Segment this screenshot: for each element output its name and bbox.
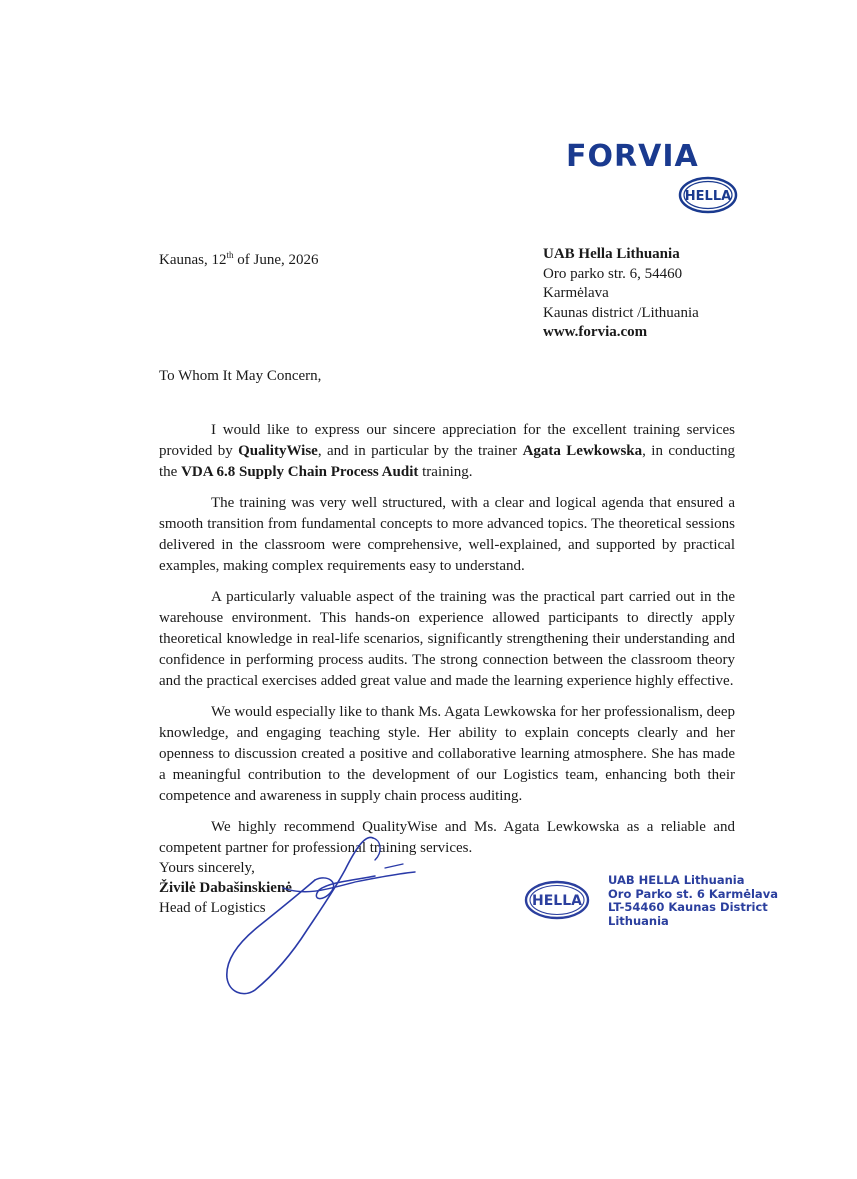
paragraph-5: We highly recommend QualityWise and Ms. Agata Lewkowska as a reliable and competent partner for professional training services. xyxy=(159,819,735,856)
stamp-line-2: Oro Parko st. 6 Karmėlava xyxy=(608,886,778,901)
stamp-line-3: LT-54460 Kaunas District xyxy=(608,900,768,914)
stamp-line-4: Lithuania xyxy=(608,913,669,928)
signatory-name: Živilė Dabašinskienė xyxy=(159,880,292,896)
letter-body xyxy=(159,420,735,869)
hella-logo-text: HELLA xyxy=(684,189,732,204)
company-stamp xyxy=(608,874,778,928)
company-name: UAB Hella Lithuania xyxy=(543,246,680,262)
paragraph-2: The training was very well structured, with a clear and logical agenda that ensured a smooth transition from fundamental concepts to more advanced topics. The theoretical sessions delivered in the classroom were comprehensive, well-explained, and supported by practical examples, making complex requirements easy to understand. xyxy=(159,495,735,574)
paragraph-4: We would especially like to thank Ms. Agata Lewkowska for her professionalism, deep knowledge, and engaging teaching style. Her ability to explain concepts clearly and her openness to discussion created a positive and collaborative learning atmosphere. She has made a meaningful contribution to the development of our Logistics team, enhancing both their competence and awareness in supply chain process auditing. xyxy=(159,704,735,804)
letter-date: Kaunas, 12th of June, 2026 xyxy=(159,250,319,268)
valediction: Yours sincerely, xyxy=(159,860,255,876)
salutation: To Whom It May Concern, xyxy=(159,368,322,384)
address-region: Kaunas district /Lithuania xyxy=(543,304,699,321)
forvia-wordmark: FORVIA xyxy=(566,139,699,174)
stamp-logo-text: HELLA xyxy=(532,893,582,909)
sender-address xyxy=(543,245,699,343)
paragraph-3: A particularly valuable aspect of the training was the practical part carried out in the warehouse environment. This hands-on experience allowed participants to directly apply theoretical knowledge in real-life scenarios, significantly strengthening their understanding and confidence in performing process audits. The strong connection between the classroom theory and the practical exercises added great value and made the learning experience highly effective. xyxy=(159,589,735,689)
address-street: Oro parko str. 6, 54460 xyxy=(543,265,683,282)
stamp-line-1: UAB HELLA Lithuania xyxy=(608,873,745,887)
address-town: Karmėlava xyxy=(543,285,609,301)
paragraph-1: I would like to express our sincere appreciation for the excellent training services provided by QualityWise, and in particular by the trainer Agata Lewkowska, in conducting the VDA 6.8 Supply Chain Process Audit training. xyxy=(159,422,736,480)
signatory-title: Head of Logistics xyxy=(159,900,266,916)
hella-logo xyxy=(678,176,738,214)
stamp-hella-logo xyxy=(524,880,590,920)
forvia-logo xyxy=(566,140,738,174)
handwritten-signature xyxy=(215,830,425,1000)
company-website: www.forvia.com xyxy=(543,324,648,340)
